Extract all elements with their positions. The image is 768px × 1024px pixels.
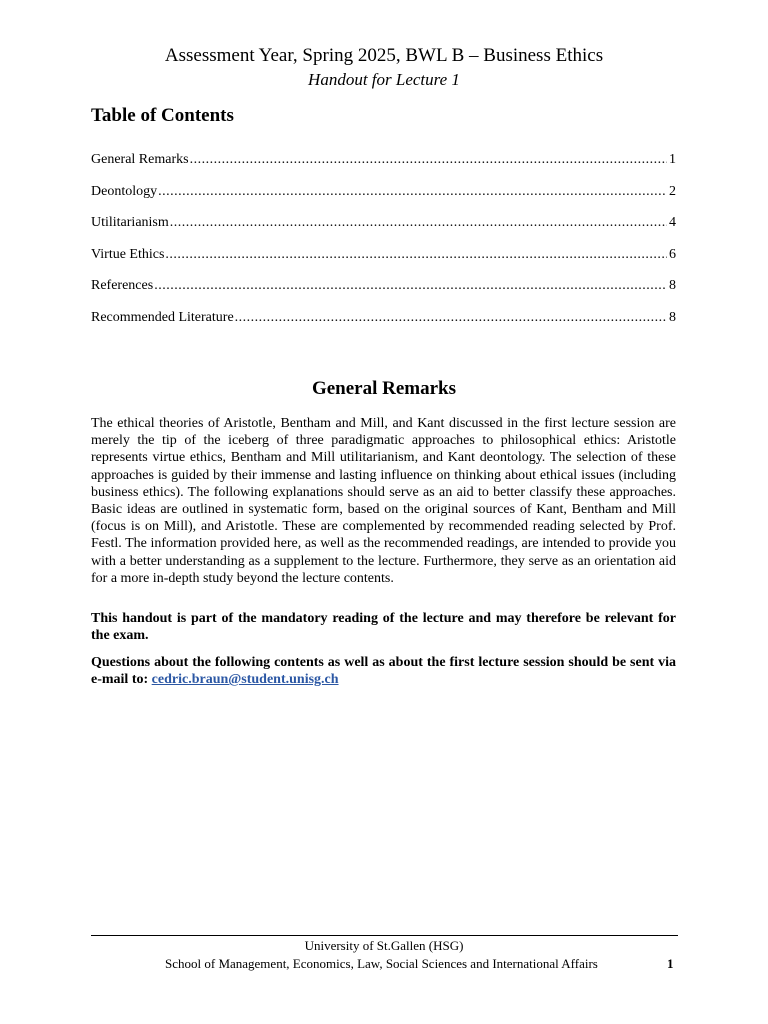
toc-entry-recommended-literature[interactable] bbox=[91, 308, 676, 340]
toc-entry-virtue-ethics[interactable] bbox=[91, 245, 676, 277]
contact-email-link[interactable]: cedric.braun@student.unisg.ch bbox=[151, 672, 339, 688]
toc-dot-leader bbox=[165, 245, 667, 265]
toc-entry-page: 2 bbox=[669, 183, 676, 199]
mandatory-reading-note: This handout is part of the mandatory reading of the lecture and may therefore be relevant for the exam. bbox=[91, 611, 676, 644]
toc-entry-utilitarianism[interactable] bbox=[91, 213, 676, 245]
document-title: Assessment Year, Spring 2025, BWL B – Business Ethics bbox=[164, 45, 604, 66]
toc-dot-leader bbox=[158, 182, 667, 202]
document-subtitle: Handout for Lecture 1 bbox=[308, 70, 460, 89]
toc-entry-page: 6 bbox=[669, 246, 676, 262]
footer-university: University of St.Gallen (HSG) bbox=[304, 938, 464, 953]
toc-dot-leader bbox=[154, 276, 667, 296]
toc-entry-general-remarks[interactable] bbox=[91, 150, 676, 182]
toc-entry-deontology[interactable] bbox=[91, 182, 676, 214]
toc-entry-label: References bbox=[91, 278, 154, 293]
toc-dot-leader bbox=[170, 213, 667, 233]
toc-entry-label: Deontology bbox=[91, 183, 158, 199]
page-number: 1 bbox=[667, 956, 674, 971]
toc-entry-page: 8 bbox=[669, 309, 676, 325]
toc-entry-label: Recommended Literature bbox=[91, 309, 234, 325]
section-heading-general-remarks: General Remarks bbox=[311, 378, 457, 399]
toc-heading: Table of Contents bbox=[91, 105, 234, 126]
toc-entry-page: 8 bbox=[669, 278, 676, 293]
toc-entry-page: 1 bbox=[669, 152, 676, 167]
toc-dot-leader bbox=[235, 308, 667, 328]
table-of-contents bbox=[91, 150, 676, 339]
toc-entry-label: General Remarks bbox=[91, 152, 189, 167]
footer-school: School of Management, Economics, Law, Social Sciences and International Affairs bbox=[165, 956, 598, 971]
contact-paragraph bbox=[91, 654, 676, 688]
contact-text: Questions about the following contents as well as about the first lecture session should be sent via e-mail to: bbox=[91, 655, 676, 688]
toc-dot-leader bbox=[190, 150, 667, 170]
toc-entry-label: Virtue Ethics bbox=[91, 246, 165, 262]
toc-entry-references[interactable] bbox=[91, 276, 676, 308]
toc-entry-page: 4 bbox=[669, 215, 676, 230]
footer-divider bbox=[91, 935, 678, 936]
toc-entry-label: Utilitarianism bbox=[91, 215, 169, 230]
intro-paragraph: The ethical theories of Aristotle, Bentham and Mill, and Kant discussed in the first lecture session are merely the tip of the iceberg of three paradigmatic approaches to philosophical ethics: Aristotle represents virtue ethics, Bentham and Mill utilitarianism, and Kant deontology. The selection of these approaches is guided by their immense and lasting influence on thinking about ethical issues (including business ethics). The following explanations should serve as an aid to better classify these approaches. Basic ideas are outlined in systematic form, based on the original sources of Kant, Bentham and Mill (focus is on Mill), and Aristotle. These are complemented by recommended reading selected by Prof. Festl. The information provided here, as well as the recommended readings, are intended to provide you with a better understanding as a supplement to the lecture. Furthermore, they serve as an orientation aid for a more in-depth study beyond the lecture contents. bbox=[91, 416, 676, 586]
